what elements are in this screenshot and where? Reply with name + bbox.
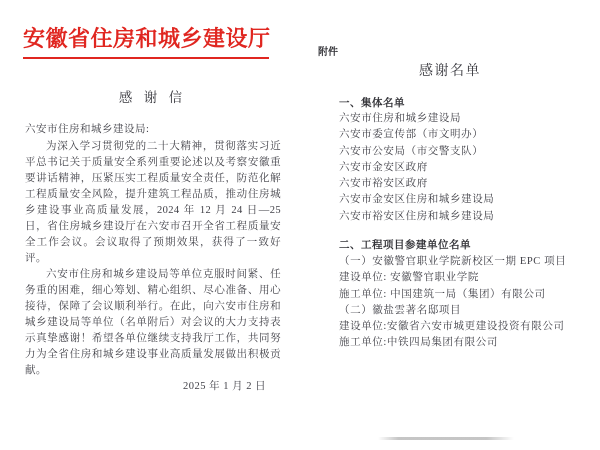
list-item: 六安市裕安区政府 <box>339 178 428 190</box>
letterhead-red-rule <box>23 57 269 60</box>
collective-name-list <box>339 111 494 225</box>
list-item: 六安市金安区住房和城乡建设局 <box>339 194 495 206</box>
list-item: 建设单位: 安徽警官职业学院 <box>339 272 479 284</box>
list-item: 六安市委宣传部（市文明办） <box>339 129 484 141</box>
attachment-page <box>300 0 600 450</box>
letter-salutation: 六安市住房和城乡建设局: <box>25 124 150 135</box>
list-item: （二）徽盐雲著名邸项目 <box>339 304 462 316</box>
letter-paragraph-2: 六安市住房和城乡建设局等单位克服时间紧、任务重的困难，细心筹划、精心组织、尽心准备、用心接待，保障了会议顺利举行。在此，向六安市住房和城乡建设局等单位（名单附后）对会议的大力支持表示真挚感谢！希望各单位继续支持我厅工作，共同努力为全省住房和城乡建设事业高质量发展做出积极贡献。 <box>25 269 281 376</box>
letter-title: 感 谢 信 <box>118 90 187 105</box>
letter-date: 2025 年 1 月 2 日 <box>183 381 267 392</box>
list-item: 六安市金安区政府 <box>339 161 428 173</box>
section-2-heading: 二、工程项目参建单位名单 <box>339 240 471 251</box>
list-item: 六安市住房和城乡建设局 <box>339 113 462 124</box>
list-item: 六安市裕安区住房和城乡建设局 <box>339 210 495 222</box>
attachment-title: 感谢名单 <box>419 64 481 79</box>
letterhead <box>23 25 269 59</box>
page-bottom-shadow <box>378 437 514 440</box>
project-unit-list <box>339 254 566 352</box>
attachment-label: 附件 <box>318 47 338 58</box>
section-1-heading: 一、集体名单 <box>339 98 405 109</box>
list-item: 建设单位:安徽省六安市城更建设投资有限公司 <box>339 321 565 333</box>
list-item: （一）安徽警官职业学院新校区一期 EPC 项目 <box>339 256 567 267</box>
list-item: 施工单位:中铁四局集团有限公司 <box>339 337 498 349</box>
list-item: 六安市公安局（市交警支队） <box>339 145 484 157</box>
list-item: 施工单位: 中国建筑一局（集团）有限公司 <box>339 288 546 300</box>
letter-paragraph-1: 为深入学习贯彻党的二十大精神，贯彻落实习近平总书记关于质量安全系列重要论述以及考察安徽重要讲话精神，压紧压实工程质量安全责任，防范化解工程质量安全风险，提升建筑工程品质，推动住房城乡建设事业高质量发展，2024 年 12 月 24 日—25 日，省住房城乡建设厅在六安市召开全省工程质量安全工作会议。会议取得了预期效果，获得了一致好评。 <box>25 141 281 264</box>
letter-body <box>25 139 281 379</box>
letterhead-org-title: 安徽省住房和城乡建设厅 <box>23 26 271 51</box>
